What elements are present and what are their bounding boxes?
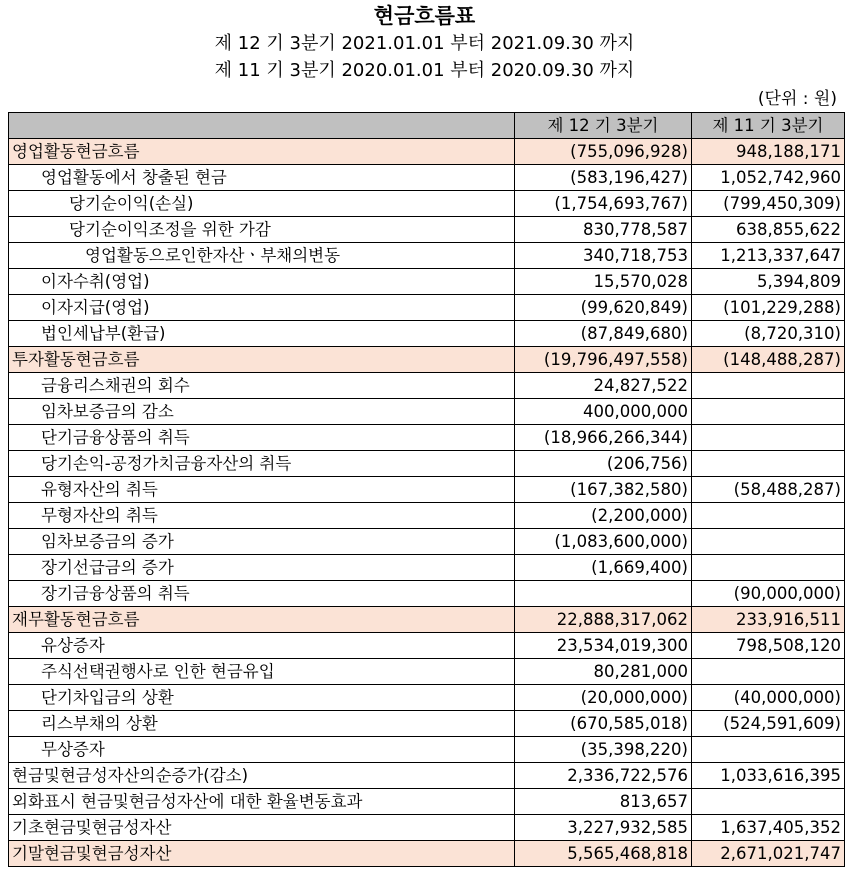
row-label: 기말현금및현금성자산 bbox=[9, 841, 515, 867]
table-row bbox=[9, 139, 845, 165]
row-current-value: (583,196,427) bbox=[515, 165, 692, 191]
row-label: 단기차입금의 상환 bbox=[9, 685, 515, 711]
row-label: 장기선급금의 증가 bbox=[9, 555, 515, 581]
row-prior-value bbox=[692, 451, 845, 477]
header-current-period: 제 12 기 3분기 bbox=[515, 113, 692, 139]
row-prior-value: 5,394,809 bbox=[692, 269, 845, 295]
row-label: 외화표시 현금및현금성자산에 대한 환율변동효과 bbox=[9, 789, 515, 815]
row-label: 무형자산의 취득 bbox=[9, 503, 515, 529]
table-row bbox=[9, 321, 845, 347]
table-row bbox=[9, 295, 845, 321]
row-current-value: 80,281,000 bbox=[515, 659, 692, 685]
row-label: 이자수취(영업) bbox=[9, 269, 515, 295]
row-label: 이자지급(영업) bbox=[9, 295, 515, 321]
table-row bbox=[9, 529, 845, 555]
table-row bbox=[9, 685, 845, 711]
row-label: 유형자산의 취득 bbox=[9, 477, 515, 503]
row-current-value: (1,754,693,767) bbox=[515, 191, 692, 217]
row-label: 주식선택권행사로 인한 현금유입 bbox=[9, 659, 515, 685]
row-label: 임차보증금의 증가 bbox=[9, 529, 515, 555]
row-label: 무상증자 bbox=[9, 737, 515, 763]
row-prior-value: 948,188,171 bbox=[692, 139, 845, 165]
header-label-col bbox=[9, 113, 515, 139]
row-current-value: (670,585,018) bbox=[515, 711, 692, 737]
row-current-value: (1,669,400) bbox=[515, 555, 692, 581]
table-row bbox=[9, 217, 845, 243]
row-prior-value bbox=[692, 503, 845, 529]
table-row bbox=[9, 243, 845, 269]
row-prior-value: 798,508,120 bbox=[692, 633, 845, 659]
table-row bbox=[9, 347, 845, 373]
table-row bbox=[9, 815, 845, 841]
row-current-value: 400,000,000 bbox=[515, 399, 692, 425]
row-current-value: (20,000,000) bbox=[515, 685, 692, 711]
row-current-value: (2,200,000) bbox=[515, 503, 692, 529]
row-current-value bbox=[515, 581, 692, 607]
row-prior-value: (90,000,000) bbox=[692, 581, 845, 607]
table-row bbox=[9, 841, 845, 867]
table-row bbox=[9, 737, 845, 763]
row-prior-value: 1,213,337,647 bbox=[692, 243, 845, 269]
unit-label: (단위 : 원) bbox=[757, 89, 837, 109]
period-prior: 제 11 기 3분기 2020.01.01 부터 2020.09.30 까지 bbox=[214, 60, 635, 81]
table-row bbox=[9, 425, 845, 451]
row-prior-value bbox=[692, 737, 845, 763]
row-label: 당기순이익조정을 위한 가감 bbox=[9, 217, 515, 243]
row-current-value: 15,570,028 bbox=[515, 269, 692, 295]
row-current-value: (35,398,220) bbox=[515, 737, 692, 763]
row-label: 단기금융상품의 취득 bbox=[9, 425, 515, 451]
table-row bbox=[9, 503, 845, 529]
row-current-value: 340,718,753 bbox=[515, 243, 692, 269]
row-prior-value: 2,671,021,747 bbox=[692, 841, 845, 867]
row-label: 투자활동현금흐름 bbox=[9, 347, 515, 373]
row-prior-value: 1,033,616,395 bbox=[692, 763, 845, 789]
row-label: 영업활동현금흐름 bbox=[9, 139, 515, 165]
row-current-value: (206,756) bbox=[515, 451, 692, 477]
table-header-row bbox=[9, 113, 845, 139]
table-row bbox=[9, 633, 845, 659]
table-row bbox=[9, 191, 845, 217]
row-current-value: (167,382,580) bbox=[515, 477, 692, 503]
table-row bbox=[9, 789, 845, 815]
row-current-value: (18,966,266,344) bbox=[515, 425, 692, 451]
row-label: 법인세납부(환급) bbox=[9, 321, 515, 347]
row-prior-value: 1,052,742,960 bbox=[692, 165, 845, 191]
row-label: 재무활동현금흐름 bbox=[9, 607, 515, 633]
table-row bbox=[9, 763, 845, 789]
row-label: 현금및현금성자산의순증가(감소) bbox=[9, 763, 515, 789]
table-row bbox=[9, 373, 845, 399]
row-current-value: (87,849,680) bbox=[515, 321, 692, 347]
row-current-value: (755,096,928) bbox=[515, 139, 692, 165]
row-label: 장기금융상품의 취득 bbox=[9, 581, 515, 607]
row-prior-value bbox=[692, 529, 845, 555]
row-prior-value: 638,855,622 bbox=[692, 217, 845, 243]
row-prior-value: 1,637,405,352 bbox=[692, 815, 845, 841]
row-current-value: (19,796,497,558) bbox=[515, 347, 692, 373]
row-label: 리스부채의 상환 bbox=[9, 711, 515, 737]
row-current-value: 23,534,019,300 bbox=[515, 633, 692, 659]
table-row bbox=[9, 451, 845, 477]
row-prior-value bbox=[692, 555, 845, 581]
table-row bbox=[9, 659, 845, 685]
row-label: 유상증자 bbox=[9, 633, 515, 659]
row-prior-value: (524,591,609) bbox=[692, 711, 845, 737]
row-current-value: 5,565,468,818 bbox=[515, 841, 692, 867]
row-prior-value: (8,720,310) bbox=[692, 321, 845, 347]
row-label: 금융리스채권의 회수 bbox=[9, 373, 515, 399]
row-current-value: 24,827,522 bbox=[515, 373, 692, 399]
row-prior-value bbox=[692, 659, 845, 685]
row-label: 당기손익-공정가치금융자산의 취득 bbox=[9, 451, 515, 477]
row-prior-value bbox=[692, 425, 845, 451]
table-row bbox=[9, 581, 845, 607]
row-prior-value: (148,488,287) bbox=[692, 347, 845, 373]
table-row bbox=[9, 269, 845, 295]
row-label: 임차보증금의 감소 bbox=[9, 399, 515, 425]
row-prior-value: (40,000,000) bbox=[692, 685, 845, 711]
row-label: 당기순이익(손실) bbox=[9, 191, 515, 217]
table-body bbox=[9, 139, 845, 867]
row-current-value: (99,620,849) bbox=[515, 295, 692, 321]
row-label: 기초현금및현금성자산 bbox=[9, 815, 515, 841]
row-prior-value bbox=[692, 789, 845, 815]
table-row bbox=[9, 711, 845, 737]
row-current-value: 830,778,587 bbox=[515, 217, 692, 243]
row-current-value: 22,888,317,062 bbox=[515, 607, 692, 633]
row-prior-value: (101,229,288) bbox=[692, 295, 845, 321]
row-prior-value: (799,450,309) bbox=[692, 191, 845, 217]
row-prior-value: 233,916,511 bbox=[692, 607, 845, 633]
table-row bbox=[9, 555, 845, 581]
period-current: 제 12 기 3분기 2021.01.01 부터 2021.09.30 까지 bbox=[214, 33, 635, 54]
row-label: 영업활동으로인한자산ㆍ부채의변동 bbox=[9, 243, 515, 269]
row-current-value: 3,227,932,585 bbox=[515, 815, 692, 841]
cash-flow-table bbox=[8, 112, 845, 867]
row-prior-value bbox=[692, 373, 845, 399]
statement-title: 현금흐름표 bbox=[373, 4, 476, 28]
table-row bbox=[9, 399, 845, 425]
row-current-value: 2,336,722,576 bbox=[515, 763, 692, 789]
row-prior-value bbox=[692, 399, 845, 425]
row-prior-value: (58,488,287) bbox=[692, 477, 845, 503]
table-row bbox=[9, 477, 845, 503]
header-prior-period: 제 11 기 3분기 bbox=[692, 113, 845, 139]
row-current-value: 813,657 bbox=[515, 789, 692, 815]
row-current-value: (1,083,600,000) bbox=[515, 529, 692, 555]
row-label: 영업활동에서 창출된 현금 bbox=[9, 165, 515, 191]
table-row bbox=[9, 165, 845, 191]
table-row bbox=[9, 607, 845, 633]
